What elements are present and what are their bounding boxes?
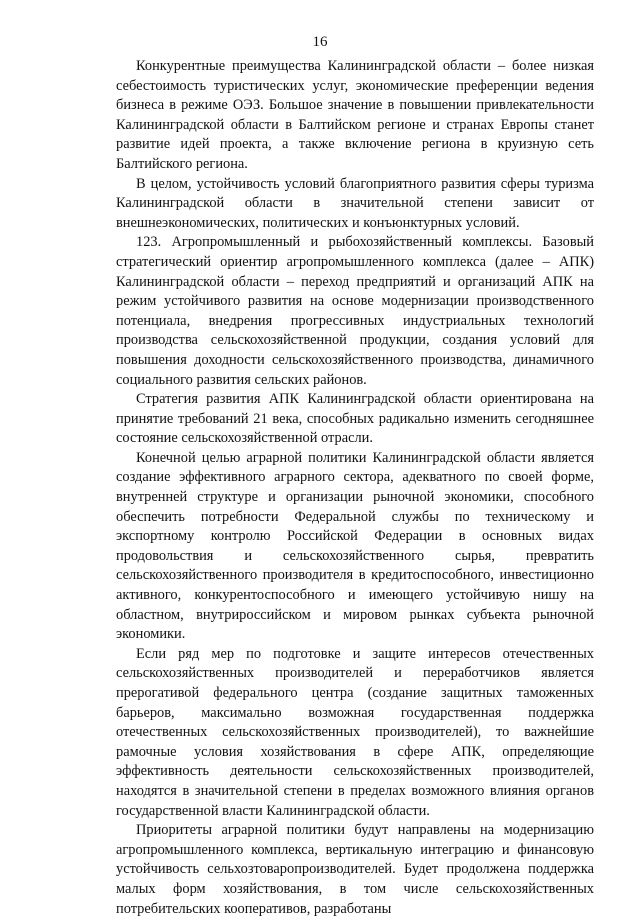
- paragraph-agro-complex: 123. Агропромышленный и рыбохозяйственный комплексы. Базовый стратегический ориентир агропромышленного комплекса (далее – АПК) Калининградской области – переход предприятий и организаций АПК на режим устойчивого развития на основе модернизации производственного потенциала, внедрения прогрессивных индустриальных технологий производства сельскохозяйственной продукции, создания условий для повышения доходности сельскохозяйственного производства, динамичного социального развития сельских районов.: [116, 234, 594, 388]
- document-body: [116, 57, 594, 919]
- paragraph-agrarian-goal: Конечной целью аграрной политики Калининградской области является создание эффективного аграрного сектора, адекватного по своей форме, внутренней структуре и организации рыночной экономики, способного обеспечить потребности Федеральной службы по техническому и экспортному контролю Российской Федерации в основных видах продовольствия и сельскохозяйственного сырья, превратить сельскохозяйственного производителя в кредитоспособного, инвестиционно активного, конкурентоспособного и имеющего устойчивую нишу на областном, внутрироссийском и мировом рынках субъекта рыночной экономики.: [116, 449, 594, 643]
- paragraph-apk-strategy: Стратегия развития АПК Калининградской области ориентирована на принятие требований 21 века, способных радикально изменить сегодняшнее состояние сельскохозяйственной отрасли.: [116, 391, 594, 447]
- page-number: 16: [312, 34, 328, 50]
- paragraph-priorities: Приоритеты аграрной политики будут направлены на модернизацию агропромышленного комплекса, вертикальную интеграцию и финансовую устойчивость сельхозтоваропроизводителей. Будет продолжена поддержка малых форм хозяйствования, в том числе сельскохозяйственных потребительских кооперативов, разработаны: [116, 822, 594, 917]
- paragraph-tourism-advantages: Конкурентные преимущества Калининградской области – более низкая себестоимость туристических услуг, экономические преференции ведения бизнеса в режиме ОЭЗ. Большое значение в повышении привлекательности Калининградской области в Балтийском регионе и странах Европы станет развитие идей проекта, а также включение региона в круизную сеть Балтийского региона.: [116, 58, 594, 172]
- paragraph-tourism-stability: В целом, устойчивость условий благоприятного развития сферы туризма Калининградской области в значительной степени зависит от внешнеэкономических, политических и конъюнктурных условий.: [116, 175, 594, 231]
- paragraph-protection-measures: Если ряд мер по подготовке и защите интересов отечественных сельскохозяйственных производителей и переработчиков является прерогативой федерального центра (создание защитных таможенных барьеров, максимально возможная государственная поддержка отечественных сельскохозяйственных производителей), то важнейшие рамочные условия хозяйствования в сфере АПК, определяющие эффективность деятельности сельскохозяйственных производителей, находятся в значительной степени в пределах возможного влияния органов государственной власти Калининградской области.: [116, 645, 594, 819]
